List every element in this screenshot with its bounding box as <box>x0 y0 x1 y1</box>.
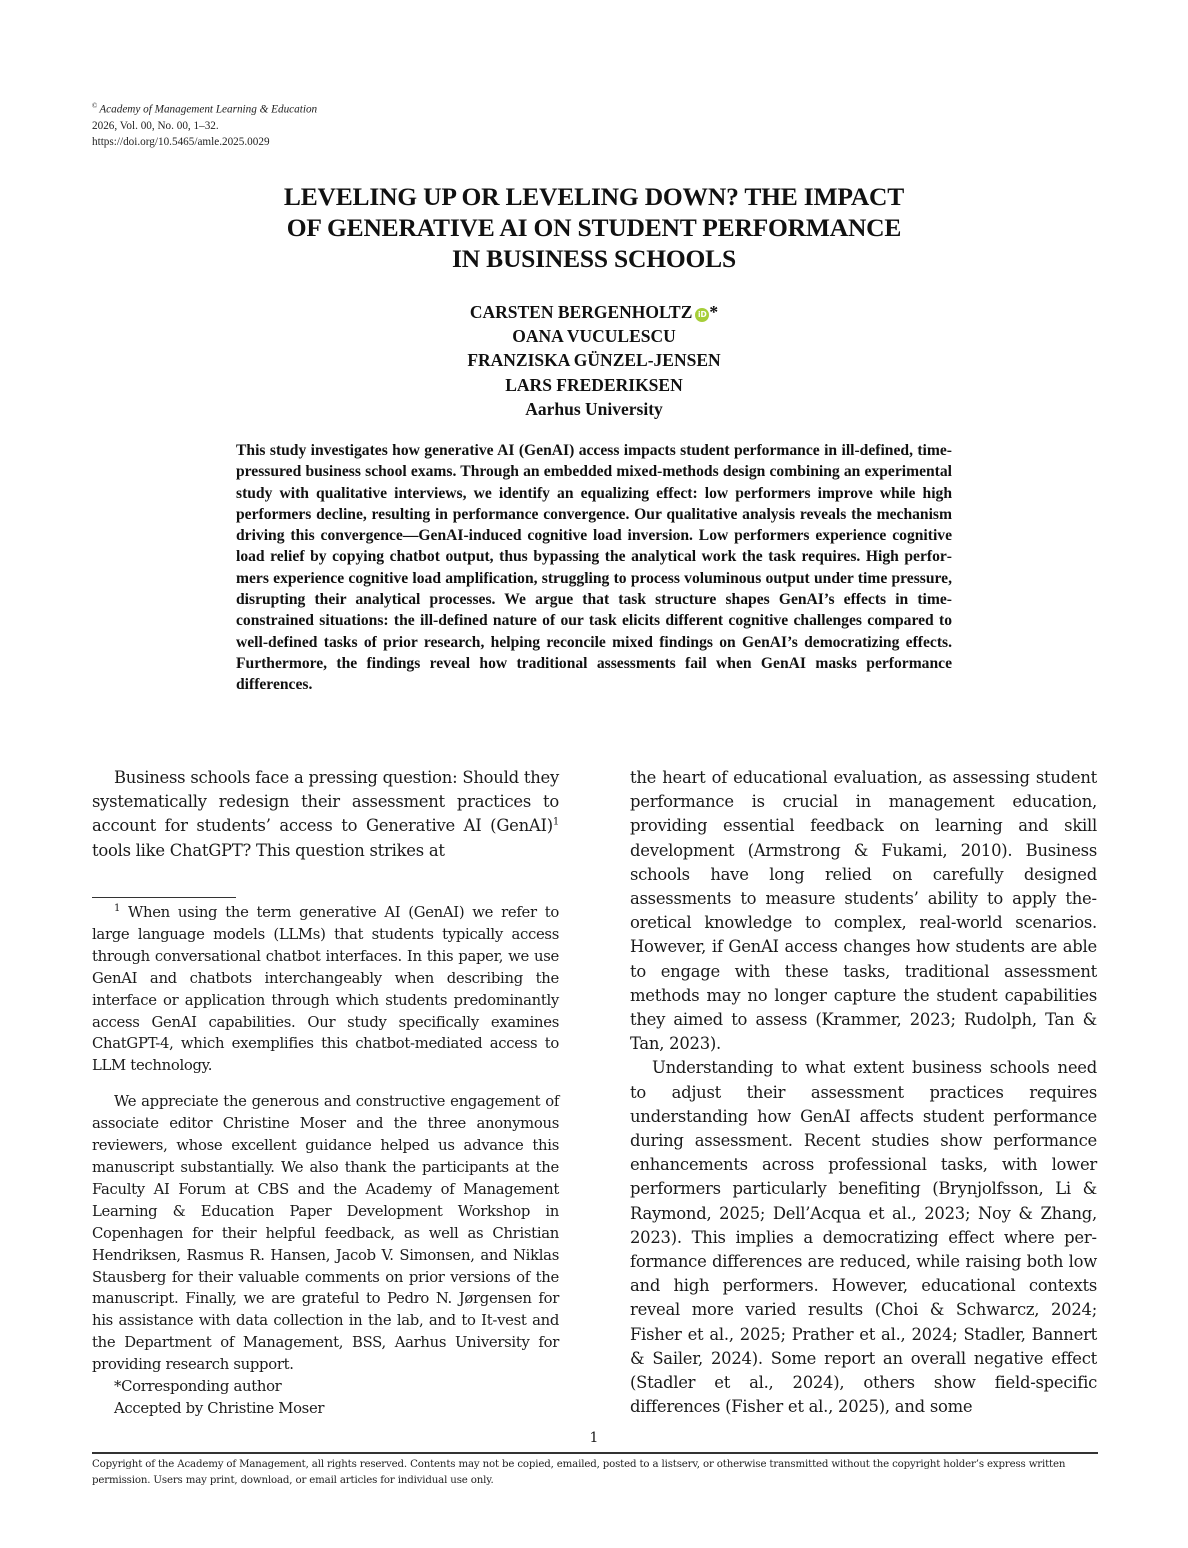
footnote-divider <box>92 897 236 898</box>
footnote-ref[interactable]: 1 <box>552 816 559 828</box>
intro-paragraph <box>92 766 559 863</box>
author-name: LARS FREDERIKSEN <box>505 374 683 395</box>
journal-issue: 2026, Vol. 00, No. 00, 1–32. <box>92 119 219 132</box>
journal-name-line <box>92 98 317 118</box>
accepted-by-note: Accepted by Christine Moser <box>114 1399 325 1417</box>
body-paragraph: the heart of educational evaluation, as assessing student performance is crucial in management education, providing essential feedback on learning and skill development (Armstrong & Fukami, 2010). Business schools have long relied on carefully designed assessments to measure students’ ability to apply theoretical knowledge to complex, real-world scenarios. However, if GenAI access changes how students are able to engage with these tasks, traditional assessment methods may no longer capture the student capabilities they aimed to assess (Krammer, 2023; Rudolph, Tan & Tan, 2023). <box>630 768 1097 1054</box>
footnote-1 <box>92 902 559 1077</box>
orcid-icon[interactable]: iD <box>695 308 709 322</box>
copyright-symbol: © <box>92 102 98 110</box>
article-title <box>180 181 1008 274</box>
acknowledgement: We appreciate the generous and constructive engagement of associate editor Christine Moser and the three anonymous reviewers, whose excellent guidance helped us advance this manuscript substantially. We also thank the participants at the Faculty AI Forum at CBS and the Academy of Management Learning & Education Paper Development Workshop in Copenhagen for their helpful feedback, as well as Christian Hendriksen, Rasmus R. Hansen, Jacob V. Simonsen, and Niklas Stausberg for their valuable comments on prior versions of the manuscript. Finally, we are grateful to Pedro N. Jørgensen for his assistance with data collection in the lab, and to It-vest and the Department of Management, BSS, Aarhus University for providing research support. <box>92 1093 559 1374</box>
footer-divider <box>92 1452 1098 1454</box>
title-line: IN BUSINESS SCHOOLS <box>452 244 736 273</box>
footnote-text: When using the term generative AI (GenAI) we refer to large language models (LLMs) that students typically access through conversational chatbot interfaces. In this paper, we use GenAI and chatbots interchangeably when describing the interface or application through which students predominantly access GenAI capabilities. Our study specifically examines ChatGPT-4, which exemplifies this chatbot-mediated access to LLM technology. <box>92 904 559 1075</box>
journal-header <box>92 98 317 150</box>
author <box>294 373 894 397</box>
footnote-marker: 1 <box>114 903 121 915</box>
author <box>294 348 894 372</box>
author-name: CARSTEN BERGENHOLTZ <box>469 302 693 322</box>
abstract: This study investigates how generative AI (GenAI) access impacts student performance in ill-defined, time-pressured business school exams. Through an embedded mixed-methods design combining an experimental study with qualitative interviews, we identify an equalizing effect: low performers improve while high performers decline, resulting in performance convergence. Our qualitative analysis reveals the mechanism driving this convergence—GenAI-induced cognitive load inversion. Low performers experience cognitive load relief by copying chatbot output, thus bypassing the analytical work the task requires. High performers experience cognitive load amplification, struggling to process voluminous output under time pressure, disrupting their analytical processes. We argue that task structure shapes GenAI’s effects in time-constrained situations: the ill-defined nature of our task elicits different cognitive challenges compared to well-defined tasks of prior research, helping reconcile mixed findings on GenAI’s democratizing effects. Furthermore, the findings reveal how traditional assessments fail when GenAI masks performance differences. <box>236 442 952 694</box>
corresponding-mark: * <box>709 302 719 322</box>
paragraph-text: Business schools face a pressing question: Should they systematically redesign their assessment practices to account for students’ access to Generative AI (GenAI) <box>92 768 559 836</box>
copyright-notice: Copyright of the Academy of Management, all rights reserved. Contents may not be copied, emailed, posted to a listserv, or otherwise transmitted without the copyright holder’s express written permission. Users may print, download, or email articles for individual use only. <box>92 1459 1066 1486</box>
author-name: FRANZISKA GÜNZEL-JENSEN <box>467 350 721 371</box>
author-list <box>294 300 894 421</box>
right-column <box>630 766 1097 1419</box>
footnotes <box>92 902 559 1420</box>
author <box>294 300 894 324</box>
title-line: LEVELING UP OR LEVELING DOWN? THE IMPACT <box>283 182 905 211</box>
author-name: OANA VUCULESCU <box>512 326 676 347</box>
title-line: OF GENERATIVE AI ON STUDENT PERFORMANCE <box>286 213 902 242</box>
page-number: 1 <box>589 1430 599 1446</box>
paragraph-text: tools like ChatGPT? This question strikes at <box>92 840 445 860</box>
journal-name: Academy of Management Learning & Education <box>99 103 318 116</box>
corresponding-author-note: *Corresponding author <box>114 1378 282 1396</box>
left-column <box>92 766 559 863</box>
doi-link[interactable]: https://doi.org/10.5465/amle.2025.0029 <box>92 135 270 148</box>
author <box>294 324 894 348</box>
affiliation: Aarhus University <box>525 398 663 419</box>
body-paragraph: Understanding to what extent business schools need to adjust their assessment practices requires understanding how GenAI affects student performance during assessment. Recent studies show performance enhancements across professional tasks, with lower performers particularly benefiting (Brynjolfsson, Li & Raymond, 2025; Dell’Acqua et al., 2023; Noy & Zhang, 2023). This implies a democratizing effect where performance differences are reduced, while raising both low and high performers. However, educational contexts reveal more varied results (Choi & Schwarcz, 2024; Fisher et al., 2025; Prather et al., 2024; Stadler, Bannert & Sailer, 2024). Some report an overall negative effect (Stadler et al., 2024), others show field-specific differences (Fisher et al., 2025), and some <box>630 1058 1097 1417</box>
